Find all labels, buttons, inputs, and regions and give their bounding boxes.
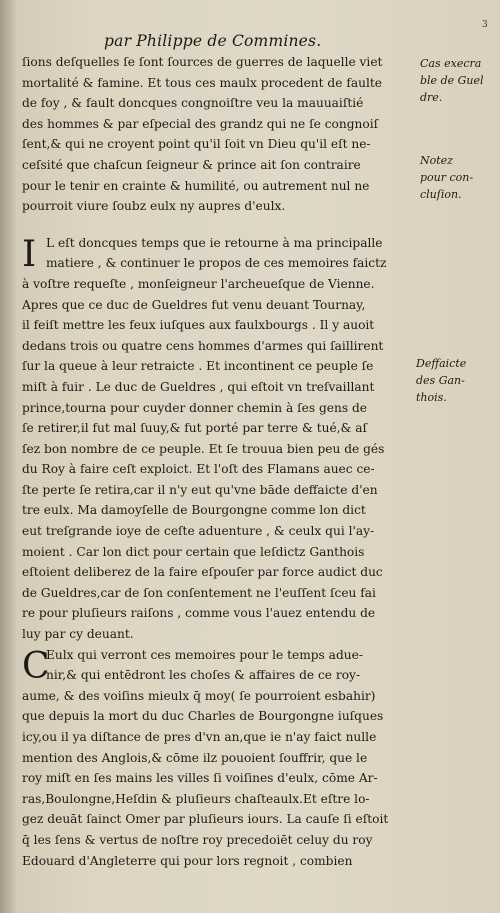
text-line: Eulx qui verront ces memoires pour le temps adue- bbox=[46, 647, 363, 662]
margin-note-line: des Gan- bbox=[416, 374, 465, 387]
text-line: du Roy à faire ceſt exploict. Et l'oſt des Flamans auec ce- bbox=[22, 462, 375, 477]
drop-capital: C bbox=[22, 645, 50, 687]
margin-note-line: thois. bbox=[416, 391, 447, 404]
margin-note-1 bbox=[420, 55, 484, 106]
text-line: de Gueldres,car de ſon conſentement ne l'euſſent ſceu fai bbox=[22, 585, 376, 600]
gutter-shadow bbox=[0, 0, 16, 913]
margin-note-line: Cas execra bbox=[420, 57, 482, 70]
text-line: à voſtre requeſte , monſeigneur l'archeueſque de Vienne. bbox=[22, 276, 375, 291]
folio-mark: 3 bbox=[482, 20, 488, 30]
text-line: tre eulx. Ma damoyſelle de Bourgongne comme lon dict bbox=[22, 503, 366, 518]
text-line: il feiſt mettre les feux iuſques aux faulxbourgs . Il y auoit bbox=[22, 318, 375, 333]
margin-note-3 bbox=[416, 355, 466, 406]
text-line: eut treſgrande ioye de ceſte aduenture , & ceulx qui l'ay- bbox=[22, 524, 375, 539]
text-line: mortalité & famine. Et tous ces maulx procedent de faulte bbox=[22, 75, 382, 90]
margin-note-line: Notez bbox=[420, 154, 453, 167]
paragraph-3 bbox=[22, 645, 414, 872]
text-line: pour le tenir en crainte & humilité, ou autrement nul ne bbox=[22, 178, 370, 193]
text-line: mention des Anglois,& cōme ilz pouoient ſouffrir, que le bbox=[22, 750, 368, 765]
text-line: moient . Car lon dict pour certain que leſdictz Ganthois bbox=[22, 544, 365, 559]
text-line: que depuis la mort du duc Charles de Bourgongne iuſques bbox=[22, 709, 384, 724]
text-line: eſtoient deliberez de la faire eſpouſer par force audict duc bbox=[22, 565, 383, 580]
paragraph-1 bbox=[22, 52, 414, 217]
text-line: prince,tourna pour cuyder donner chemin à ſes gens de bbox=[22, 400, 367, 415]
text-line: matiere , & continuer le propos de ces memoires faictz bbox=[46, 256, 387, 271]
margin-note-line: cluſion. bbox=[420, 188, 462, 201]
margin-note-line: pour con- bbox=[420, 171, 474, 184]
body-text bbox=[22, 52, 414, 871]
text-line: Edouard d'Angleterre qui pour lors regnoit , combien bbox=[22, 853, 353, 868]
text-line: Apres que ce duc de Gueldres fut venu deuant Tournay, bbox=[22, 297, 366, 312]
text-line: pourroit viure ſoubz eulx ny aupres d'eulx. bbox=[22, 199, 286, 214]
text-line: luy par cy deuant. bbox=[22, 627, 134, 642]
margin-note-line: ble de Guel bbox=[420, 74, 484, 87]
text-line: L eſt doncques temps que ie retourne à ma principalle bbox=[46, 235, 383, 250]
text-line: roy miſt en ſes mains les villes ſi voiſines d'eulx, cōme Ar- bbox=[22, 771, 378, 786]
text-line: nir,& qui entēdront les choſes & affaires de ce roy- bbox=[46, 668, 361, 683]
text-line: re pour pluſieurs raiſons , comme vous l'auez entendu de bbox=[22, 606, 376, 621]
text-line: ſez bon nombre de ce peuple. Et ſe trouua bien peu de gés bbox=[22, 441, 385, 456]
drop-capital: I bbox=[22, 233, 37, 275]
text-line: ceſsité que chaſcun ſeigneur & prince ait ſon contraire bbox=[22, 157, 361, 172]
margin-note-line: dre. bbox=[420, 91, 443, 104]
text-line: ſte perte ſe retira,car il n'y eut qu'vne bāde deffaicte d'en bbox=[22, 482, 378, 497]
paragraph-2 bbox=[22, 233, 414, 645]
text-line: dedans trois ou quatre cens hommes d'armes qui ſaillirent bbox=[22, 338, 384, 353]
text-line: de foy , & fault doncques congnoiſtre veu la mauuaiſtié bbox=[22, 96, 364, 111]
text-line: ſur la queue à leur retraicte . Et incontinent ce peuple ſe bbox=[22, 359, 374, 374]
text-line: q̄ les ſens & vertus de noſtre roy precedoiēt celuy du roy bbox=[22, 832, 373, 847]
text-line: des hommes & par eſpecial des grandz qui ne ſe congnoiſ bbox=[22, 116, 379, 131]
text-line: aume, & des voiſins mieulx q̄ moy( ſe pourroient esbahir) bbox=[22, 688, 376, 703]
text-line: gez deuāt ſainct Omer par pluſieurs iours. La cauſe ſi eſtoit bbox=[22, 812, 389, 827]
text-line: ſions deſquelles ſe ſont ſources de guerres de laquelle viet bbox=[22, 55, 383, 69]
margin-note-line: Deffaicte bbox=[416, 357, 467, 370]
text-line: ſe retirer,il fut mal ſuuy,& fut porté par terre & tué,& aſ bbox=[22, 421, 368, 436]
text-line: ras,Boulongne,Heſdin & pluſieurs chaſteaulx.Et eſtre lo- bbox=[22, 791, 370, 806]
running-header: par Philippe de Commines. bbox=[104, 32, 322, 50]
text-line: miſt à fuir . Le duc de Gueldres , qui eſtoit vn treſvaillant bbox=[22, 379, 375, 394]
text-line: ſent,& qui ne croyent point qu'il ſoit vn Dieu qu'il eſt ne- bbox=[22, 137, 371, 152]
margin-note-2 bbox=[420, 152, 473, 203]
text-line: icy,ou il ya diſtance de pres d'vn an,que ie n'ay faict nulle bbox=[22, 730, 377, 744]
